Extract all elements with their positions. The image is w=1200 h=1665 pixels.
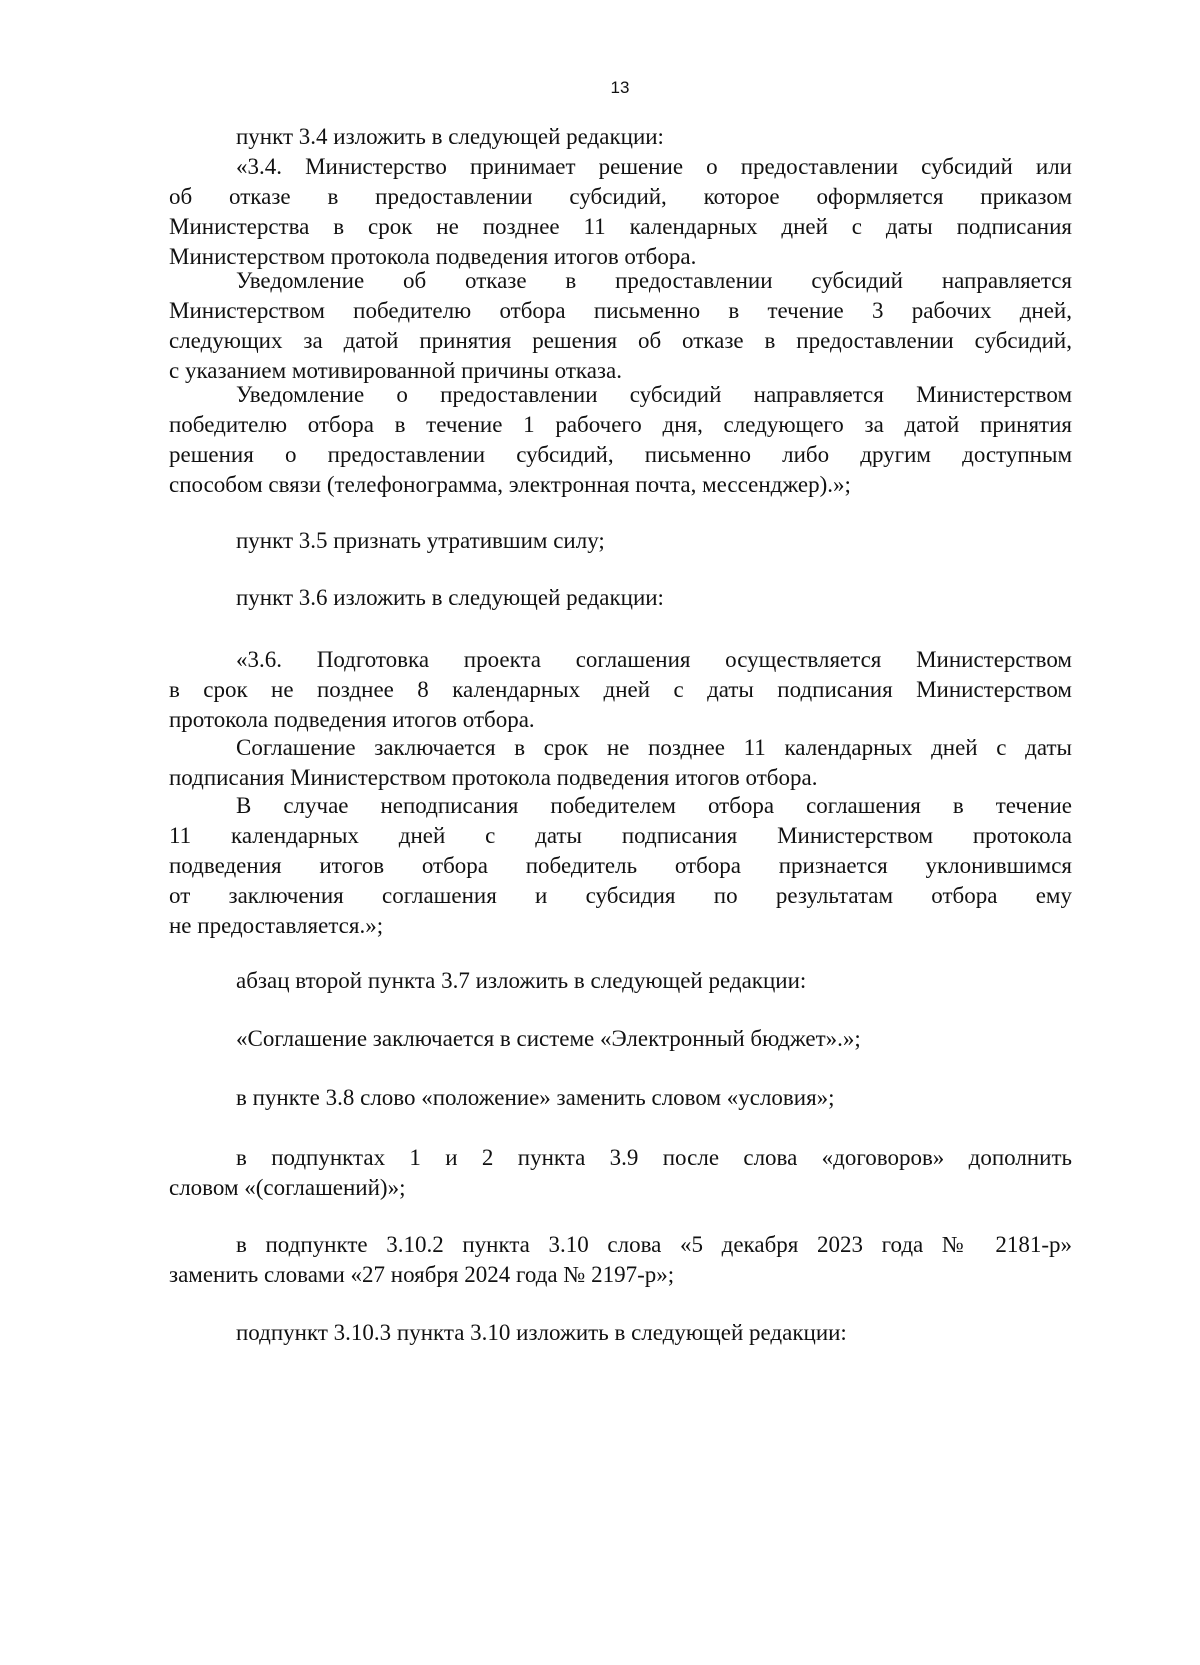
- text-line: не предоставляется.»;: [169, 913, 384, 938]
- paragraph-amend-3-10-2: [169, 1230, 1072, 1290]
- text-line: «3.4. Министерство принимает решение о предоставлении субсидий или: [236, 154, 1072, 179]
- paragraph-amend-3-9: [169, 1143, 1072, 1203]
- text-line: способом связи (телефонограмма, электронная почта, мессенджер).»;: [169, 472, 851, 497]
- text-line: решения о предоставлении субсидий, письменно либо другим доступным: [169, 442, 1072, 467]
- text-line: об отказе в предоставлении субсидий, которое оформляется приказом: [169, 184, 1072, 209]
- text-line: абзац второй пункта 3.7 изложить в следующей редакции:: [236, 968, 807, 993]
- text-line: следующих за датой принятия решения об отказе в предоставлении субсидий,: [169, 328, 1072, 353]
- paragraph-refusal-notice: [169, 266, 1072, 386]
- text-line: Министерством победителю отбора письменно в течение 3 рабочих дней,: [169, 298, 1072, 323]
- text-line: «3.6. Подготовка проекта соглашения осуществляется Министерством: [236, 647, 1072, 672]
- text-line: пункт 3.6 изложить в следующей редакции:: [236, 585, 664, 610]
- paragraph-3-5-repeal: [169, 526, 1072, 556]
- paragraph-3-4-text: [169, 152, 1072, 272]
- text-line: победителю отбора в течение 1 рабочего дня, следующего за датой принятия: [169, 412, 1072, 437]
- text-line: подпункт 3.10.3 пункта 3.10 изложить в следующей редакции:: [236, 1320, 847, 1345]
- text-line: заменить словами «27 ноября 2024 года № 2197-р»;: [169, 1262, 675, 1287]
- text-line: в пункте 3.8 слово «положение» заменить словом «условия»;: [236, 1085, 835, 1110]
- text-line: пункт 3.5 признать утратившим силу;: [236, 528, 605, 553]
- paragraph-3-7-text: [169, 1024, 1072, 1054]
- paragraph-3-6-text: [169, 645, 1072, 735]
- text-line: Уведомление об отказе в предоставлении субсидий направляется: [236, 268, 1072, 293]
- text-line: от заключения соглашения и субсидия по результатам отбора ему: [169, 883, 1072, 908]
- text-line: словом «(соглашений)»;: [169, 1175, 406, 1200]
- text-line: в срок не позднее 8 календарных дней с даты подписания Министерством: [169, 677, 1072, 702]
- page-number: 13: [610, 78, 630, 97]
- paragraph-non-signing: [169, 791, 1072, 941]
- text-line: Министерством протокола подведения итогов отбора.: [169, 244, 697, 269]
- text-line: с указанием мотивированной причины отказа.: [169, 358, 622, 383]
- paragraph-amend-3-8: [169, 1083, 1072, 1113]
- text-line: «Соглашение заключается в системе «Электронный бюджет».»;: [236, 1026, 861, 1051]
- paragraph-amend-3-7: [169, 966, 1072, 996]
- text-line: в подпунктах 1 и 2 пункта 3.9 после слова «договоров» дополнить: [236, 1145, 1072, 1170]
- paragraph-amend-3-4: [169, 122, 1072, 152]
- text-line: В случае неподписания победителем отбора соглашения в течение: [236, 793, 1072, 818]
- text-line: Уведомление о предоставлении субсидий направляется Министерством: [236, 382, 1072, 407]
- paragraph-agreement-deadline: [169, 733, 1072, 793]
- text-line: пункт 3.4 изложить в следующей редакции:: [236, 124, 664, 149]
- paragraph-amend-3-6: [169, 583, 1072, 613]
- text-line: подведения итогов отбора победитель отбора признается уклонившимся: [169, 853, 1072, 878]
- paragraph-amend-3-10-3: [169, 1318, 1072, 1348]
- paragraph-grant-notice: [169, 380, 1072, 500]
- text-line: подписания Министерством протокола подведения итогов отбора.: [169, 765, 818, 790]
- text-line: Соглашение заключается в срок не позднее 11 календарных дней с даты: [236, 735, 1072, 760]
- text-line: в подпункте 3.10.2 пункта 3.10 слова «5 декабря 2023 года № 2181-р»: [236, 1232, 1072, 1257]
- text-line: 11 календарных дней с даты подписания Министерством протокола: [169, 823, 1072, 848]
- text-line: Министерства в срок не позднее 11 календарных дней с даты подписания: [169, 214, 1072, 239]
- text-line: протокола подведения итогов отбора.: [169, 707, 535, 732]
